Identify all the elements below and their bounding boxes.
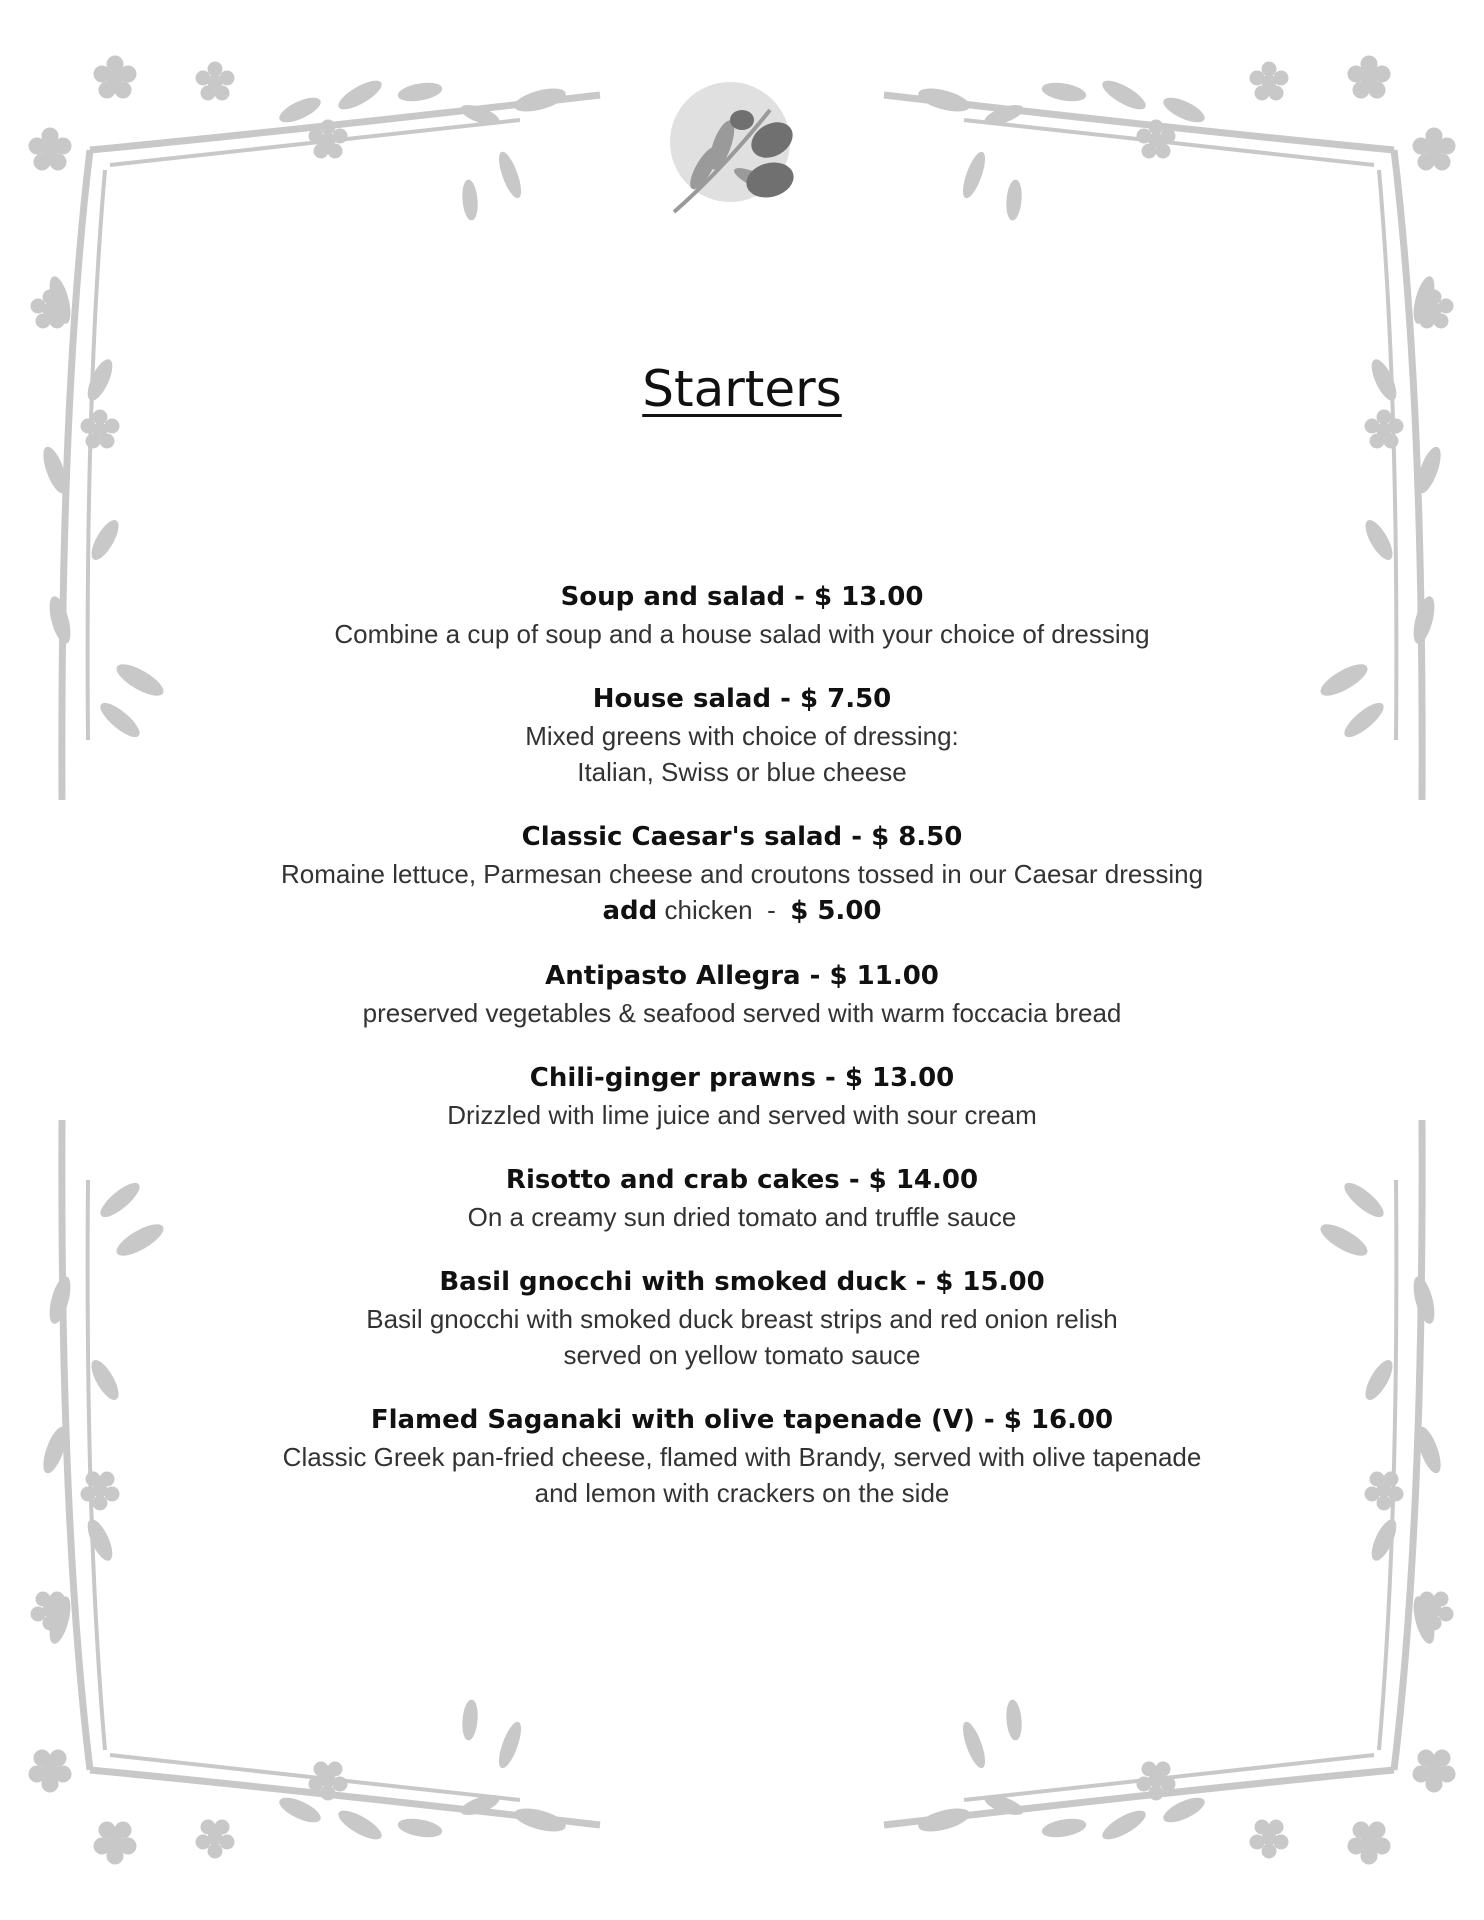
menu-item <box>200 578 1284 652</box>
menu-list <box>200 578 1284 1539</box>
menu-item-name: Antipasto Allegra - $ 11.00 <box>545 961 939 991</box>
menu-item <box>200 680 1284 790</box>
menu-item-name: House salad - $ 7.50 <box>592 684 892 714</box>
menu-item-description: Classic Greek pan-fried cheese, flamed with Brandy, served with olive tapenade <box>282 1442 1202 1472</box>
menu-item-description: Romaine lettuce, Parmesan cheese and croutons tossed in our Caesar dressing <box>280 859 1204 889</box>
menu-item <box>200 1401 1284 1511</box>
menu-item-description: On a creamy sun dried tomato and truffle sauce <box>467 1202 1017 1232</box>
page-title: Starters <box>642 360 842 418</box>
menu-item-name: Classic Caesar's salad - $ 8.50 <box>521 822 963 852</box>
olive-branch-icon <box>652 80 812 220</box>
menu-item-description: and lemon with crackers on the side <box>534 1478 950 1508</box>
menu-item <box>200 1059 1284 1133</box>
menu-item-description: preserved vegetables & seafood served with warm foccacia bread <box>362 998 1122 1028</box>
menu-item-name: Chili-ginger prawns - $ 13.00 <box>529 1063 955 1093</box>
menu-item <box>200 957 1284 1031</box>
menu-item <box>200 818 1284 929</box>
menu-item-name: Basil gnocchi with smoked duck - $ 15.00 <box>439 1267 1045 1297</box>
menu-item <box>200 1161 1284 1235</box>
menu-item-description: Italian, Swiss or blue cheese <box>577 757 907 787</box>
menu-item-description: Combine a cup of soup and a house salad with your choice of dressing <box>334 619 1150 649</box>
addon-price: $ 5.00 <box>790 896 882 926</box>
menu-item-name: Flamed Saganaki with olive tapenade (V) - $ 16.00 <box>370 1405 1114 1435</box>
menu-item-name: Risotto and crab cakes - $ 14.00 <box>505 1165 979 1195</box>
menu-item-name: Soup and salad - $ 13.00 <box>560 582 924 612</box>
menu-item-description: Basil gnocchi with smoked duck breast strips and red onion relish <box>366 1304 1118 1334</box>
menu-item-description: served on yellow tomato sauce <box>563 1340 921 1370</box>
addon-label: add <box>602 896 658 926</box>
menu-item <box>200 1263 1284 1373</box>
menu-item-addon <box>200 892 1284 929</box>
addon-text: chicken - <box>657 895 791 925</box>
menu-item-description: Drizzled with lime juice and served with sour cream <box>447 1100 1037 1130</box>
menu-item-description: Mixed greens with choice of dressing: <box>525 721 959 751</box>
